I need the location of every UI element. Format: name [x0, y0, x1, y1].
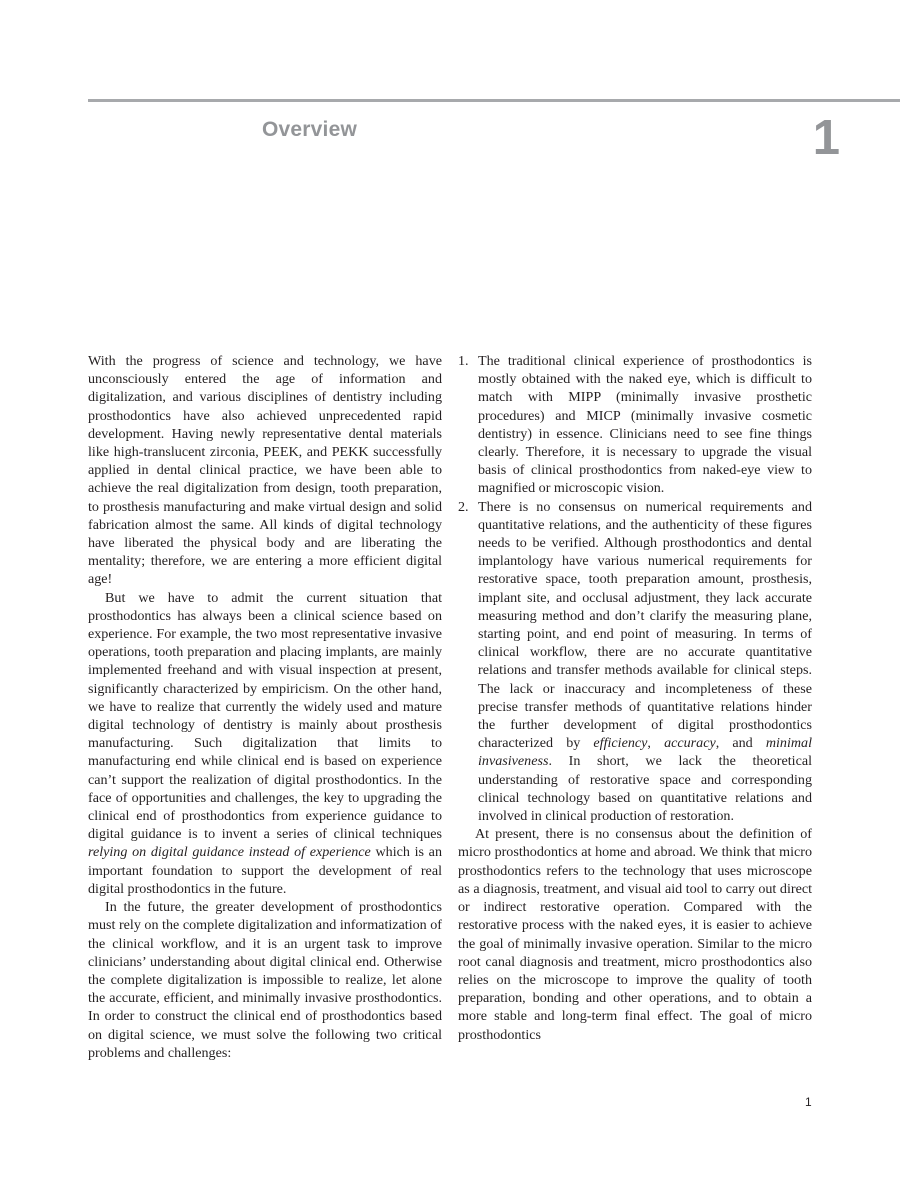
left-column	[88, 352, 442, 1062]
list-item-number: 1.	[458, 353, 469, 369]
paragraph-text: which is an important foundation to support the development of real digital prosthodontics in the future.	[88, 844, 442, 897]
list-item-number: 2.	[458, 498, 469, 515]
numbered-list	[458, 352, 812, 825]
right-column	[458, 352, 812, 1044]
paragraph-experience	[88, 589, 442, 898]
emphasis-text: accuracy	[664, 735, 716, 752]
list-item-text: , and	[715, 735, 766, 752]
list-item-text: ,	[647, 735, 665, 752]
list-item-text: There is no consensus on numerical requirements and quantitative relations, and the authenticity of these figures needs to be verified. Although prosthodontics and dental implantology have various numerical requirements for restorative space, tooth preparation amount, prosthesis, implant site, and occlusal adjustment, they lack accurate measuring method and don’t clarify the measuring plane, starting point, and end point of measuring. In terms of clinical workflow, there are no accurate quantitative relations and transfer methods available for clinical steps. The lack or inaccuracy and incompleteness of these precise transfer methods of quantitative relations hinder the further development of digital prosthodontics characterized by	[478, 498, 812, 752]
chapter-number: 1	[812, 111, 840, 165]
emphasis-text: minimal invasiveness	[478, 735, 813, 770]
emphasis-text: efficiency	[593, 735, 648, 752]
header-rule	[88, 99, 900, 102]
paragraph-text: But we have to admit the current situation that prosthodontics has always been a clinical science based on experience. For example, the two most representative invasive operations, tooth preparation and placing implants, are mainly implemented freehand and with visual inspection at present, significantly characterized by empiricism. On the other hand, we have to realize that currently the widely used and mature digital technology of dentistry is mainly about prosthesis manufacturing. Such digitalization that limits to manufacturing end while clinical end is based on experience can’t support the realization of digital prosthodontics. In the face of opportunities and challenges, the key to upgrading the clinical end of prosthodontics from experience guidance to digital guidance is to invent a series of clinical techniques	[88, 589, 442, 843]
list-item	[458, 498, 812, 826]
list-item-text: . In short, we lack the theoretical understanding of restorative space and corresponding clinical technology based on quantitative relations and involved in clinical production of restoration.	[478, 753, 812, 825]
paragraph-future: In the future, the greater development of prosthodontics must rely on the complete digitalization and informatization of the clinical workflow, and it is an urgent task to improve clinicians’ understanding about digital clinical end. Otherwise the complete digitalization is impossible to realize, let alone the accurate, efficient, and minimally invasive prosthodontics. In order to construct the clinical end of prosthodontics based on digital science, we must solve the following two critical problems and challenges:	[88, 899, 442, 1061]
paragraph-definition: At present, there is no consensus about the definition of micro prosthodontics at home and abroad. We think that micro prosthodontics refers to the technology that uses microscope as a diagnosis, treatment, and visual aid tool to carry out direct or indirect restorative operation. Compared with the restorative process with the naked eyes, it is easier to achieve the goal of minimally invasive operation. Similar to the micro root canal diagnosis and treatment, micro prosthodontics also relies on the microscope to improve the quality of tooth preparation, bonding and other operations, and to obtain a more stable and long-term final effect. The goal of micro prosthodontics	[458, 826, 812, 1043]
chapter-title: Overview	[262, 118, 357, 141]
paragraph-intro: With the progress of science and technology, we have unconsciously entered the age of information and digitalization, and various disciplines of dentistry including prosthodontics have also achieved unprecedented rapid development. Having newly representative dental materials like high-translucent zirconia, PEEK, and PEKK successfully applied in dental clinical practice, we have been able to achieve the real digitalization from design, tooth preparation, to prosthesis manufacturing and make virtual design and solid fabrication almost the same. All kinds of digital technology have liberated the physical body and are liberating the mentality; therefore, we are entering a more efficient digital age!	[88, 353, 442, 588]
list-item-text: The traditional clinical experience of prosthodontics is mostly obtained with the naked eye, which is difficult to match with MIPP (minimally invasive prosthetic procedures) and MICP (minimally invasive cosmetic dentistry) in essence. Clinicians need to see fine things clearly. Therefore, it is necessary to upgrade the visual basis of clinical prosthodontics from naked-eye view to magnified or microscopic vision.	[478, 353, 812, 497]
page-number: 1	[805, 1095, 812, 1109]
list-item	[458, 352, 812, 498]
emphasis-text: relying on digital guidance instead of experience	[88, 844, 371, 861]
